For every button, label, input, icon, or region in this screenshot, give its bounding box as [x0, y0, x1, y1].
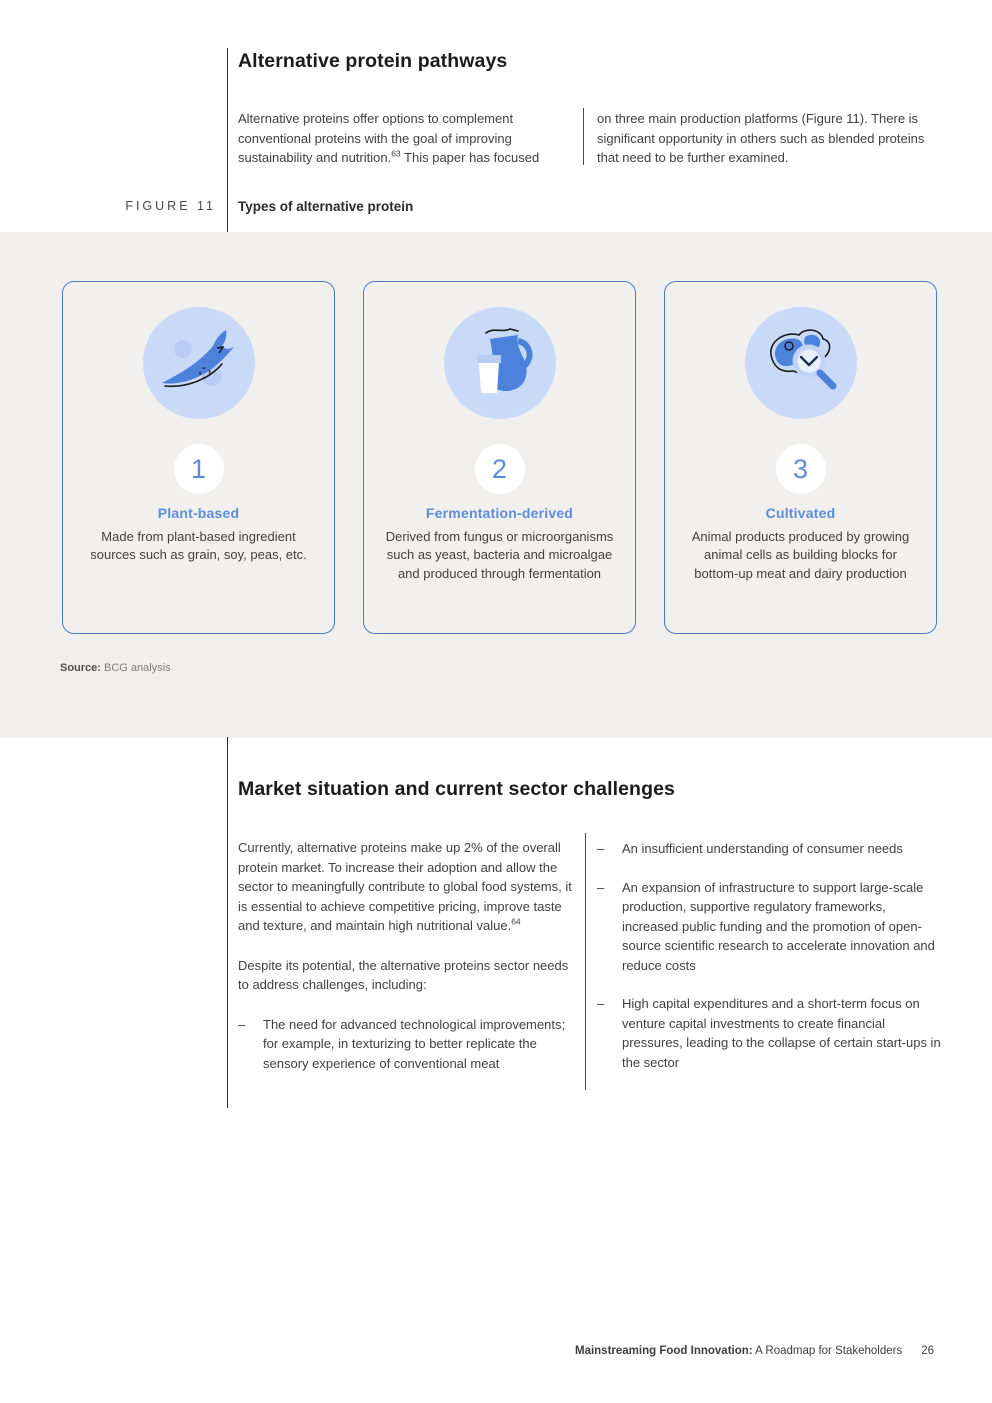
bullet-text: An expansion of infrastructure to support large-scale production, supportive regulatory frameworks, increased public funding and the promotion of open-source scientific research to accelerate innovation and reduce costs	[622, 879, 935, 973]
section2-left-column	[238, 838, 572, 1073]
footer-title-bold: Mainstreaming Food Innovation:	[574, 1345, 753, 1357]
footnote-ref: 63	[391, 148, 401, 159]
footer-title-rest: A Roadmap for Stakeholders	[752, 1345, 903, 1357]
bullet-text: An insufficient understanding of consumer needs	[622, 841, 903, 856]
page-title: Alternative protein pathways	[238, 50, 508, 72]
section2-right-column	[597, 839, 941, 1072]
card-number	[776, 444, 826, 494]
card-description: Derived from fungus or microorganisms such as yeast, bacteria and microalgae and produced through fermentation	[385, 529, 614, 581]
meat-magnifier-icon	[751, 313, 851, 413]
card-cultivated	[664, 281, 937, 634]
card-title: Plant-based	[157, 505, 240, 521]
bullet-text: High capital expenditures and a short-term focus on venture capital investments to create financial pressures, leading to the collapse of certain start-ups in the sector	[622, 996, 941, 1070]
icon-circle	[745, 307, 857, 419]
source-value: BCG analysis	[104, 662, 171, 674]
card-title: Cultivated	[765, 505, 836, 521]
card-description: Animal products produced by growing animal cells as building blocks for bottom-up meat and dairy production	[691, 529, 910, 581]
card-number	[174, 444, 224, 494]
section2-rule	[227, 737, 228, 1108]
list-item	[597, 878, 941, 976]
paragraph: Despite its potential, the alternative proteins sector needs to address challenges, including:	[238, 957, 569, 992]
card-plant-based	[62, 281, 335, 634]
footer-title	[575, 1345, 902, 1357]
card-fermentation-derived	[363, 281, 636, 634]
card-number	[475, 444, 525, 494]
card-number-text: 1	[190, 453, 207, 484]
figure-source	[60, 662, 171, 674]
paragraph	[238, 838, 572, 936]
card-title: Fermentation-derived	[425, 505, 574, 521]
bullet-text: The need for advanced technological improvements; for example, in texturizing to better replicate the sensory experience of conventional meat	[263, 1016, 566, 1071]
icon-circle	[444, 307, 556, 419]
figure-label: FIGURE 11	[125, 199, 216, 213]
intro-paragraph-right: on three main production platforms (Figure 11). There is significant opportunity in others such as blended proteins that need to be further examined.	[597, 111, 925, 165]
intro-paragraph-left	[238, 109, 575, 168]
section2-column-divider	[585, 833, 586, 1090]
list-item	[238, 1015, 572, 1074]
card-number-text: 3	[792, 453, 809, 484]
figure-title: Types of alternative protein	[238, 199, 414, 214]
page-footer	[575, 1345, 934, 1357]
section2-title: Market situation and current sector challenges	[238, 778, 675, 800]
bullet-dash: –	[238, 1016, 246, 1032]
card-description: Made from plant-based ingredient sources such as grain, soy, peas, etc.	[90, 529, 307, 563]
milk-pitcher-icon	[450, 313, 550, 413]
intro-text-after: This paper has focused	[400, 150, 540, 165]
list-item	[597, 994, 941, 1072]
card-number-text: 2	[491, 453, 508, 484]
page-number: 26	[921, 1345, 934, 1357]
title-rule	[227, 48, 228, 232]
paragraph-text: Currently, alternative proteins make up 2% of the overall protein market. To increase their adoption and allow the sector to meaningfully contribute to global food systems, it is essential to achieve competitive pricing, improve taste and texture, and maintain high nutritional value.	[238, 840, 572, 933]
bullet-dash: –	[597, 879, 605, 895]
pea-pod-icon	[149, 313, 249, 413]
footnote-ref: 64	[511, 916, 521, 927]
list-item	[597, 839, 941, 859]
source-label: Source:	[60, 662, 101, 674]
bullet-dash: –	[597, 841, 605, 856]
bullet-dash: –	[597, 996, 605, 1011]
intro-text: Alternative proteins offer options to complement conventional proteins with the goal of improving sustainability and nutrition.	[238, 111, 514, 165]
icon-circle	[143, 307, 255, 419]
intro-column-divider	[583, 108, 584, 165]
